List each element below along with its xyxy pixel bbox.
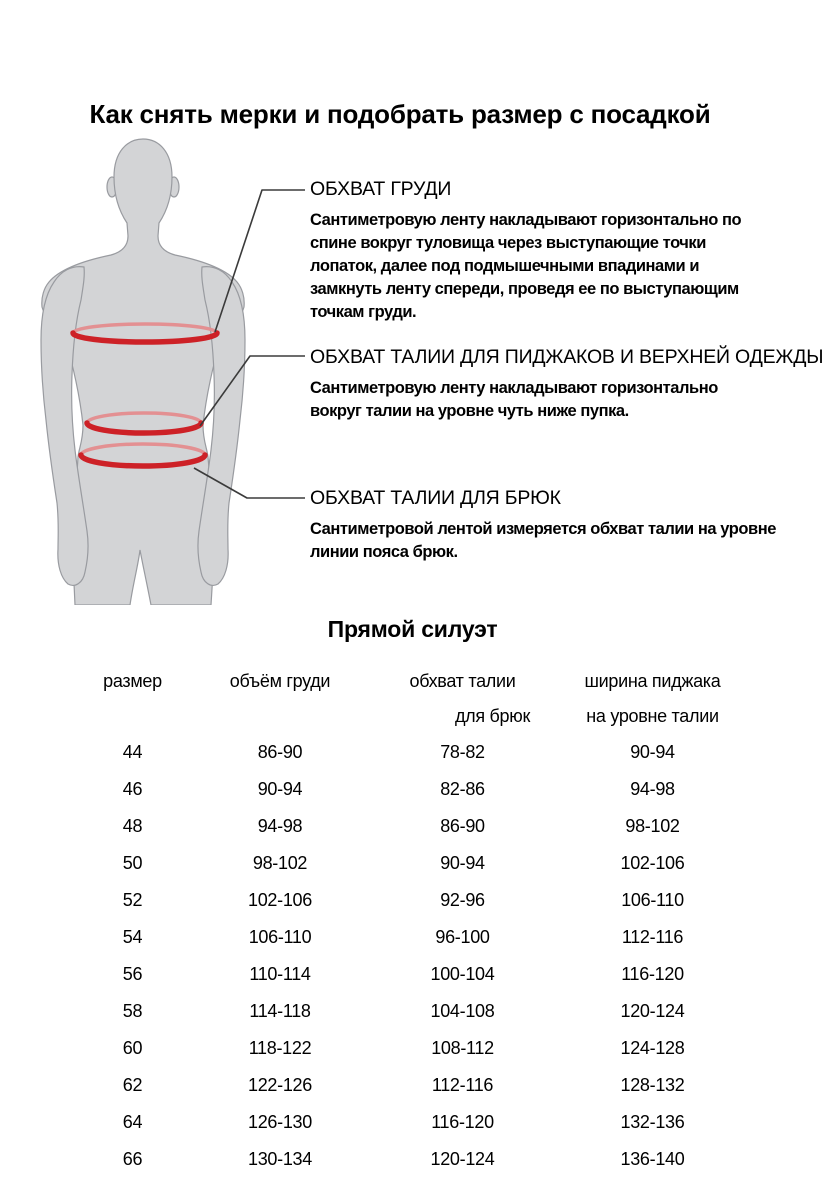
annotation-waist-trousers-body: Сантиметровой лентой измеряется обхват талии на уровне линии пояса брюк. [310, 520, 776, 561]
table-cell: 46 [122, 779, 143, 799]
table-cell: 106-110 [248, 927, 312, 947]
annotation-waist-trousers [310, 487, 792, 564]
table-cell: 98-102 [625, 816, 680, 836]
table-cell: 116-120 [431, 1112, 494, 1132]
column-header-waist-line2: для брюк [454, 706, 531, 726]
column-header-size-line2 [60, 699, 205, 734]
column-header-size: размер [103, 671, 162, 691]
table-cell: 112-116 [431, 1075, 494, 1095]
page-title: Как снять мерки и подобрать размер с посадкой [89, 99, 711, 130]
table-cell: 114-118 [249, 1001, 311, 1021]
table-cell: 86-90 [257, 742, 303, 762]
table-cell: 98-102 [252, 853, 308, 873]
table-cell: 90-94 [257, 779, 303, 799]
table-cell: 106-110 [621, 890, 684, 910]
table-cell: 100-104 [430, 964, 495, 984]
male-silhouette-diagram [28, 135, 308, 605]
table-cell: 92-96 [440, 890, 485, 910]
table-cell: 112-116 [621, 927, 684, 947]
table-cell: 102-106 [248, 890, 312, 910]
annotation-waist-jackets [310, 346, 823, 423]
table-cell: 58 [122, 1001, 143, 1021]
table-cell: 128-132 [620, 1075, 685, 1095]
table-cell: 104-108 [430, 1001, 495, 1021]
annotation-waist-jackets-body: Сантиметровую ленту накладывают горизонтально вокруг талии на уровне чуть ниже пупка. [310, 379, 718, 420]
table-cell: 54 [122, 927, 143, 947]
table-cell: 48 [122, 816, 143, 836]
annotation-chest-body: Сантиметровую ленту накладывают горизонтально по спине вокруг туловища через выступающие точки лопаток, далее под подмышечными впадинами и замкнуть ленту спереди, проведя ее по выступающим точкам груди. [310, 211, 742, 321]
column-header-chest: объём груди [229, 671, 331, 691]
table-cell: 86-90 [440, 816, 485, 836]
table-cell: 120-124 [620, 1001, 685, 1021]
table-cell: 66 [122, 1149, 143, 1169]
table-cell: 52 [122, 890, 143, 910]
table-cell: 102-106 [620, 853, 685, 873]
table-cell: 136-140 [620, 1149, 685, 1169]
table-cell: 90-94 [630, 742, 675, 762]
table-cell: 120-124 [430, 1149, 495, 1169]
table-cell: 122-126 [248, 1075, 312, 1095]
column-header-jacket: ширина пиджака [584, 671, 721, 691]
table-cell: 108-112 [431, 1038, 494, 1058]
annotation-chest [310, 178, 762, 324]
table-cell: 94-98 [257, 816, 303, 836]
annotation-chest-heading: ОБХВАТ ГРУДИ [310, 178, 452, 200]
table-cell: 82-86 [440, 779, 485, 799]
column-header-jacket-line2: на уровне талии [586, 706, 719, 726]
table-cell: 96-100 [435, 927, 490, 947]
table-cell: 124-128 [620, 1038, 685, 1058]
table-section-title: Прямой силуэт [327, 616, 498, 642]
table-cell: 110-114 [249, 964, 311, 984]
table-cell: 116-120 [621, 964, 684, 984]
annotation-waist-trousers-heading: ОБХВАТ ТАЛИИ ДЛЯ БРЮК [310, 487, 561, 509]
table-cell: 126-130 [248, 1112, 312, 1132]
column-header-chest-line2 [205, 699, 355, 734]
table-cell: 130-134 [248, 1149, 312, 1169]
table-cell: 60 [122, 1038, 143, 1058]
table-cell: 78-82 [440, 742, 485, 762]
table-cell: 56 [122, 964, 143, 984]
measurement-figure [28, 135, 308, 605]
table-cell: 94-98 [630, 779, 675, 799]
table-cell: 118-122 [248, 1038, 312, 1058]
table-cell: 62 [122, 1075, 143, 1095]
table-cell: 64 [122, 1112, 143, 1132]
annotation-waist-jackets-heading: ОБХВАТ ТАЛИИ ДЛЯ ПИДЖАКОВ И ВЕРХНЕЙ ОДЕЖДЫ [310, 346, 824, 368]
table-cell: 132-136 [620, 1112, 685, 1132]
table-cell: 44 [122, 742, 143, 762]
table-cell: 90-94 [440, 853, 485, 873]
column-header-waist: обхват талии [409, 671, 516, 691]
size-table [60, 664, 735, 1178]
table-cell: 50 [122, 853, 143, 873]
